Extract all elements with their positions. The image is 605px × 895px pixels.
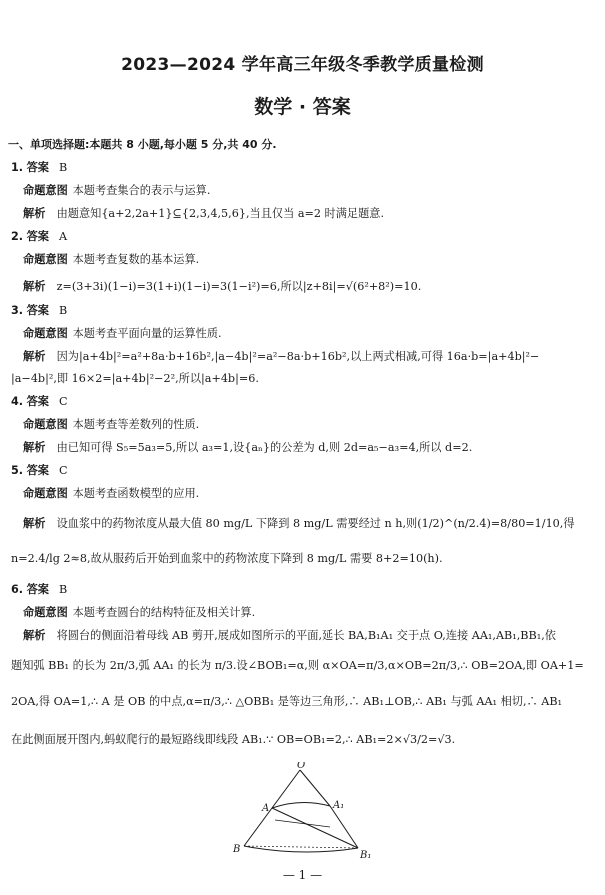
answer-label: 答案 <box>26 161 49 174</box>
question-4-intent <box>23 418 597 432</box>
answer-label: 答案 <box>26 230 49 243</box>
question-number: 1. <box>11 161 24 174</box>
question-number: 6. <box>11 583 24 596</box>
ant-path-line <box>275 820 330 827</box>
analysis-label: 解析 <box>23 207 46 220</box>
question-3-intent <box>23 327 597 341</box>
question-2-intent <box>23 253 597 267</box>
answer-value: B <box>59 304 68 317</box>
question-1-analysis <box>23 207 597 221</box>
question-number: 3. <box>11 304 24 317</box>
page-number: — 1 — <box>282 868 323 882</box>
analysis-text: z=(3+3i)(1−i)=3(1+i)(1−i)=3(1−i²)=6,所以|z+8i|=√(6²+8²)=10. <box>56 280 422 293</box>
label-a1: A₁ <box>333 800 345 811</box>
question-number: 2. <box>11 230 24 243</box>
page-title: 2023—2024 学年高三年级冬季教学质量检测 <box>121 55 484 75</box>
intent-label: 命题意图 <box>23 487 68 500</box>
question-6-analysis-cont-2: 2OA,得 OA=1,∴ A 是 OB 的中点,α=π/3,∴ △OBB₁ 是等边三角形,∴ AB₁⊥OB,∴ AB₁ 与弧 AA₁ 相切,∴ AB₁ <box>11 695 563 708</box>
segment-oa <box>272 770 300 808</box>
question-5-answer <box>11 464 597 478</box>
question-3-analysis-cont: |a−4b|²,即 16×2=|a+4b|²−2²,所以|a+4b|=6. <box>11 372 259 385</box>
question-5-intent <box>23 487 597 501</box>
analysis-label: 解析 <box>23 629 46 642</box>
question-1-intent <box>23 184 597 198</box>
intent-label: 命题意图 <box>23 184 68 197</box>
question-4-answer <box>11 395 597 409</box>
segment-oa1 <box>300 770 330 806</box>
page-subtitle: 数学 · 答案 <box>254 96 351 118</box>
question-5-analysis <box>23 517 597 531</box>
answer-value: B <box>59 161 68 174</box>
intent-label: 命题意图 <box>23 418 68 431</box>
intent-text: 本题考查集合的表示与运算. <box>72 184 211 197</box>
segment-bb1 <box>244 846 358 848</box>
label-o: O <box>297 762 306 771</box>
arc-aa1 <box>272 802 330 808</box>
intent-label: 命题意图 <box>23 253 68 266</box>
question-6-answer <box>11 583 597 597</box>
question-6-intent <box>23 606 597 620</box>
question-number: 4. <box>11 395 24 408</box>
label-b1: B₁ <box>360 850 372 861</box>
question-1-answer <box>11 161 597 175</box>
intent-text: 本题考查复数的基本运算. <box>72 253 200 266</box>
answer-value: B <box>59 583 68 596</box>
analysis-label: 解析 <box>23 441 46 454</box>
question-6-analysis <box>23 629 597 643</box>
answer-label: 答案 <box>26 583 49 596</box>
analysis-label: 解析 <box>23 280 46 293</box>
answer-label: 答案 <box>26 304 49 317</box>
frustum-development-figure <box>220 762 390 862</box>
analysis-text: 由题意知{a+2,2a+1}⊆{2,3,4,5,6},当且仅当 a=2 时满足题意. <box>56 207 385 220</box>
intent-text: 本题考查平面向量的运算性质. <box>72 327 222 340</box>
analysis-text: 因为|a+4b|²=a²+8a·b+16b²,|a−4b|²=a²−8a·b+16b²,以上两式相减,可得 16a·b=|a+4b|²− <box>56 350 540 363</box>
analysis-label: 解析 <box>23 350 46 363</box>
intent-text: 本题考查函数模型的应用. <box>72 487 200 500</box>
section-heading: 一、单项选择题:本题共 8 小题,每小题 5 分,共 40 分. <box>8 138 277 151</box>
question-6-analysis-cont-3: 在此侧面展开图内,蚂蚁爬行的最短路线即线段 AB₁.∵ OB=OB₁=2,∴ AB₁=2×√3/2=√3. <box>11 733 456 746</box>
question-4-analysis <box>23 441 597 455</box>
label-b: B <box>233 844 241 855</box>
answer-value: A <box>59 230 68 243</box>
label-a: A <box>262 803 270 814</box>
answer-label: 答案 <box>26 464 49 477</box>
intent-text: 本题考查圆台的结构特征及相关计算. <box>72 606 256 619</box>
question-2-analysis <box>23 280 597 294</box>
analysis-label: 解析 <box>23 517 46 530</box>
answer-value: C <box>59 395 68 408</box>
question-3-answer <box>11 304 597 318</box>
intent-label: 命题意图 <box>23 327 68 340</box>
analysis-text: 由已知可得 S₅=5a₃=5,所以 a₃=1,设{aₙ}的公差为 d,则 2d=a₅−a₃=4,所以 d=2. <box>56 441 473 454</box>
question-5-analysis-cont: n=2.4/lg 2≈8,故从服药后开始到血浆中的药物浓度下降到 8 mg/L 需要 8+2=10(h). <box>11 552 443 565</box>
question-number: 5. <box>11 464 24 477</box>
intent-text: 本题考查等差数列的性质. <box>72 418 200 431</box>
question-3-analysis <box>23 350 597 364</box>
answer-label: 答案 <box>26 395 49 408</box>
intent-label: 命题意图 <box>23 606 68 619</box>
question-2-answer <box>11 230 597 244</box>
answer-value: C <box>59 464 68 477</box>
analysis-text: 设血浆中的药物浓度从最大值 80 mg/L 下降到 8 mg/L 需要经过 n h,则(1/2)^(n/2.4)=8/80=1/10,得 <box>56 517 575 530</box>
question-6-analysis-cont-1: 题知弧 BB₁ 的长为 2π/3,弧 AA₁ 的长为 π/3.设∠BOB₁=α,则 α×OA=π/3,α×OB=2π/3,∴ OB=2OA,即 OA+1= <box>11 659 584 672</box>
analysis-text: 将圆台的侧面沿着母线 AB 剪开,展成如图所示的平面,延长 BA,B₁A₁ 交于点 O,连接 AA₁,AB₁,BB₁,依 <box>56 629 556 642</box>
